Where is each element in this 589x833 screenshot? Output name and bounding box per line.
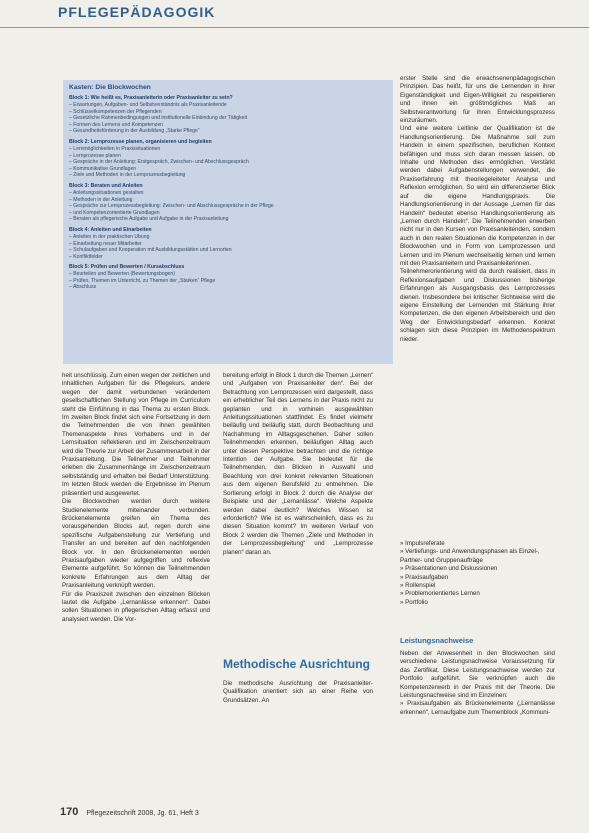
footer xyxy=(60,806,199,818)
section-header: PFLEGEPÄDAGOGIK xyxy=(58,4,216,20)
block-item: – Erwartungen, Aufgaben- und Selbstverständnis als Praxisanleitende xyxy=(69,102,227,108)
block-title: Block 5: Prüfen und Bewerten / Kursabschluss xyxy=(69,264,185,271)
column-middle: bereitung erfolgt in Block 1 durch die Themen „Lernen“ und „Aufgaben von Praxisanleiter den“. Bei der Betrachtung von Lernprozessen wird dargestellt, dass ein erheblicher Teil des Lernens in der Praxis nicht zu geplanten und in vorhinein ausgewählten Anleitungssituationen stattfindet. Es findet vielmehr beiläufig und beiläufig statt, durch Beobachtung und Nachahmung im Alltagsgeschehen. Daher sollen Teilnehmenden erkennen, beiläufigen Alltag auch unter diesen Perspektive betrachten und die richtige Intention der Aufgabe. Sie bedeutet für die Teilnehmenden, den Blicken in Auswahl und Beachtung von drei konkret relevanten Situationen aus dem eigenen Berufsfeld zu entnehmen. Die Sortierung erfolgt in Block 2 durch die Analyse der Beispiele und der „Lernanlässe“. Welche Aspekte werden dabei deutlich? Welches Wissen ist erforderlich? Wie ist es wahrscheinlich, dass es zu diesen Situation kommt? Im weiteren Verlauf von Block 2 werden die Themen „Ziele und Methoden in der Lernprozessbegleitung“ und „Lernprozesse planen“ daran an. xyxy=(223,372,373,556)
methodology-heading: Methodische Ausrichtung xyxy=(223,657,370,671)
header-rule xyxy=(0,27,589,28)
block-item: – Prüfen, Themen im Unterricht, zu Themen der „Starken“ Pflege xyxy=(69,277,216,284)
method-list-item: » Rollenspiel xyxy=(400,582,436,590)
box-block xyxy=(69,183,387,223)
box-blocks xyxy=(63,95,393,291)
block-item: – Anleiten in der praktischen Übung xyxy=(69,233,150,240)
block-item: – Gespräche zur Lernprozessbegleitung: Zwischen- und Abschlussgespräche in der Pflege xyxy=(69,203,274,210)
block-item: – Lernprozesse planen xyxy=(69,152,121,159)
assessment-heading: Leistungsnachweise xyxy=(400,636,474,645)
info-box xyxy=(63,80,393,364)
column-right: erster Stelle sind die erwachsenenpädagogischen Prinzipien. Das heißt, für uns die Lernenden in ihrer Eigenständigkeit und Eigen-Willigkeit zu respektieren und ihnen ein größtmögliches Maß an Selbstverantwortung für ihren Entwicklungsprozess einzuräumen. Und eine weitere Leitlinie der Qualifikation ist die Handlungsorientierung. Die Maßnahme soll zum Handeln in einem spezifischen, beruflichen Kontext befähigen und muss sich daran messen lassen, ob Inhalte und Methoden dies ermöglichen. Verstärkt werden dabei Aufgabenstellungen verwendet, die Praxiserfahrung mit theoriegeleiteter Analyse und Reflexion ermöglichen. So wird ein differenzierter Blick auf die eigene Handlungspraxis. Die Handlungsorientierung in der Aussage „Lernen für das Handeln“ bedeutet ebenso Handlungsorientierung als „Lernen durch Handeln“. Die Teilnehmenden erwerben nicht nur in den Kursen von Praxisanleitenden, sondern auch in den realen Situationen die Kompetenzen in der Blockwochen und in Form von Lernprozessen und Lernen und im Plenum wechselseitig lernen und lernen mit den Praxisanleitern und Praxisanleiterinnen. Teilnehmerorientierung wird da durch realisiert, dass in Reflexionsaufgaben und Diskussionen bisherige Erfahrungen als Ausgangsbasis des Lernprozesses dienen. Insbesondere bei kritischer Sichtweise wird die eigene Einstellung der Lernenden mit Stärkung ihrer Kompetenzen, die den eigenen Arbeitsbereich und den Weg der Entwicklungsbedarf erkennen. Konkret schlagen sich diese Prinzipien im Methodenspektrum nieder. xyxy=(400,75,555,343)
block-title: Block 4: Anleiten und Einarbeiten xyxy=(69,226,152,233)
block-item: – Schlüsselkompetenzen der Pflegenden xyxy=(69,108,162,115)
block-item: – und Kompetenzorientierte Grundlagen xyxy=(69,209,160,216)
block-item: – Gespräche in der Anleitung: Erstgespräch, Zwischen- und Abschlussgespräch xyxy=(69,159,249,166)
block-item: – Ziele und Methoden in der Lernprozessbegleitung xyxy=(69,172,186,179)
block-title: Block 3: Beraten und Anleiten xyxy=(69,182,143,189)
box-block xyxy=(69,139,387,179)
block-item: – Kommunikative Grundlagen xyxy=(69,165,137,172)
block-item: – Gesundheitsförderung in der Ausbildung „Starke Pflege“ xyxy=(69,128,200,135)
methodology-text: Die methodische Ausrichtung der Praxisanleiter-Qualifikation orientiert sich an einer Reihe von Grundsätzen. An xyxy=(223,680,373,704)
method-list-item: » Vertiefungs- und Anwendungsphasen als Einzel-, Partner- und Gruppenaufträge xyxy=(400,548,540,564)
block-item: – Konfliktfelder xyxy=(69,253,103,260)
block-item: – Beraten als pflegerische Aufgabe und Aufgabe in der Praxisanleitung xyxy=(69,216,229,223)
method-list-item: » Portfolio xyxy=(400,598,428,606)
journal-citation: Pflegezeitschrift 2008, Jg. 61, Heft 3 xyxy=(86,810,199,817)
box-title: Kasten: Die Blockwochen xyxy=(69,84,151,91)
block-item: – Gesetzliche Rahmenbedingungen und institutionelle Einbindung der Tätigkeit xyxy=(69,115,248,122)
block-item: – Methoden in der Anleitung xyxy=(69,196,133,203)
method-list-item: » Präsentationen und Diskussionen xyxy=(400,565,498,573)
box-block xyxy=(69,227,387,260)
method-list-item: » Problemorientiertes Lernen xyxy=(400,590,480,598)
method-list-item: » Impulsreferate xyxy=(400,540,445,547)
block-item: – Einarbeitung neuer Mitarbeiter xyxy=(69,240,142,247)
page-number: 170 xyxy=(60,806,79,818)
method-list xyxy=(400,540,555,607)
block-item: – Anleitungssituationen gestalten xyxy=(69,189,144,196)
box-block xyxy=(69,264,387,291)
block-item: – Lernmöglichkeiten in Praxissituationen xyxy=(69,145,161,152)
block-item: – Beurteilen und Bewerten (Bewertungsbogen) xyxy=(69,271,175,278)
block-title: Block 1: Wie heißt es, Praxisanleiterin oder Praxisanleiter zu sein? xyxy=(69,95,233,101)
method-list-item: » Praxisaufgaben xyxy=(400,573,449,581)
block-title: Block 2: Lernprozesse planen, organisieren und begleiten xyxy=(69,138,212,145)
block-item: – Schulaufgaben und Kooperation mit Ausbildungsstätten und Lernorten xyxy=(69,247,232,254)
box-block xyxy=(69,95,387,135)
column-left: heit unschlüssig. Zum einen wegen der zeitlichen und inhaltlichen Aufgaben für die Pflegekurs, andere wegen der damit verbundenen verändertem gesellschaftlichen Stellung von Pflege im Curriculum steht die Einführung in das Thema zu ersten Block. Im zweiten Block findet sich eine Fortsetzung in dem die Teilnehmenden die von ihnen gewählten Themenaspekte ihres Vorhabens und in der Lernsituation reflektieren und im Zwischenzeitraum wird die Theorie zur Arbeit der Zusammenarbeit in der Praxisanleitung. Die Teilnehmer und Teilnehmer erleben die Zusammenhänge im Zwischenzeitraum selbstständig und erhalten bei Bedarf Unterstützung. Im letzten Block werden die Ergebnisse im Plenum präsentiert und ausgewertet. Die Blockwochen werden durch weitere Studienelemente miteinander verbunden. Brückenelemente greifen ein Thema des vorausgehenden Blocks auf, regen durch eine spezifische Aufgabenstellung zur Vertiefung und Transfer an und bereiten auf den nachfolgenden Block vor. In den Brückenelementen werden Praxisaufgaben wieder aufgegriffen und reflexive Elemente aufgeführt. So können die Teilnehmenden konkrete Erfahrungen aus dem Alltag der Praxisanleitung verknüpft werden. Für die Praxiszeit zwischen den einzelnen Blöcken lautet die Aufgabe „Lernanlässe erkennen“. Dabei sollen Situationen in pflegerischen Alltag erfasst und analysiert werden. Die Vor- xyxy=(62,372,210,623)
block-item: – Formen des Lernens und Kompetenzen xyxy=(69,121,164,128)
assessment-text: Neben der Anwesenheit in den Blockwochen sind verschiedene Leistungsnachweise Voraussetzung für das Zertifikat. Diese Leistungsnachweise werden zur Portfolio aufgeführt. Sie verknüpfen auch die Kompetenzerwerb in der Praxis mit der Theorie. Die Leistungsnachweise sind im Einzelnen: » Praxisaufgaben als Brückenelemente („Lernanlässe erkennen“, Lernaufgabe zum Themenblock „Kommuni- xyxy=(400,650,555,716)
block-item: – Abschluss xyxy=(69,284,97,291)
